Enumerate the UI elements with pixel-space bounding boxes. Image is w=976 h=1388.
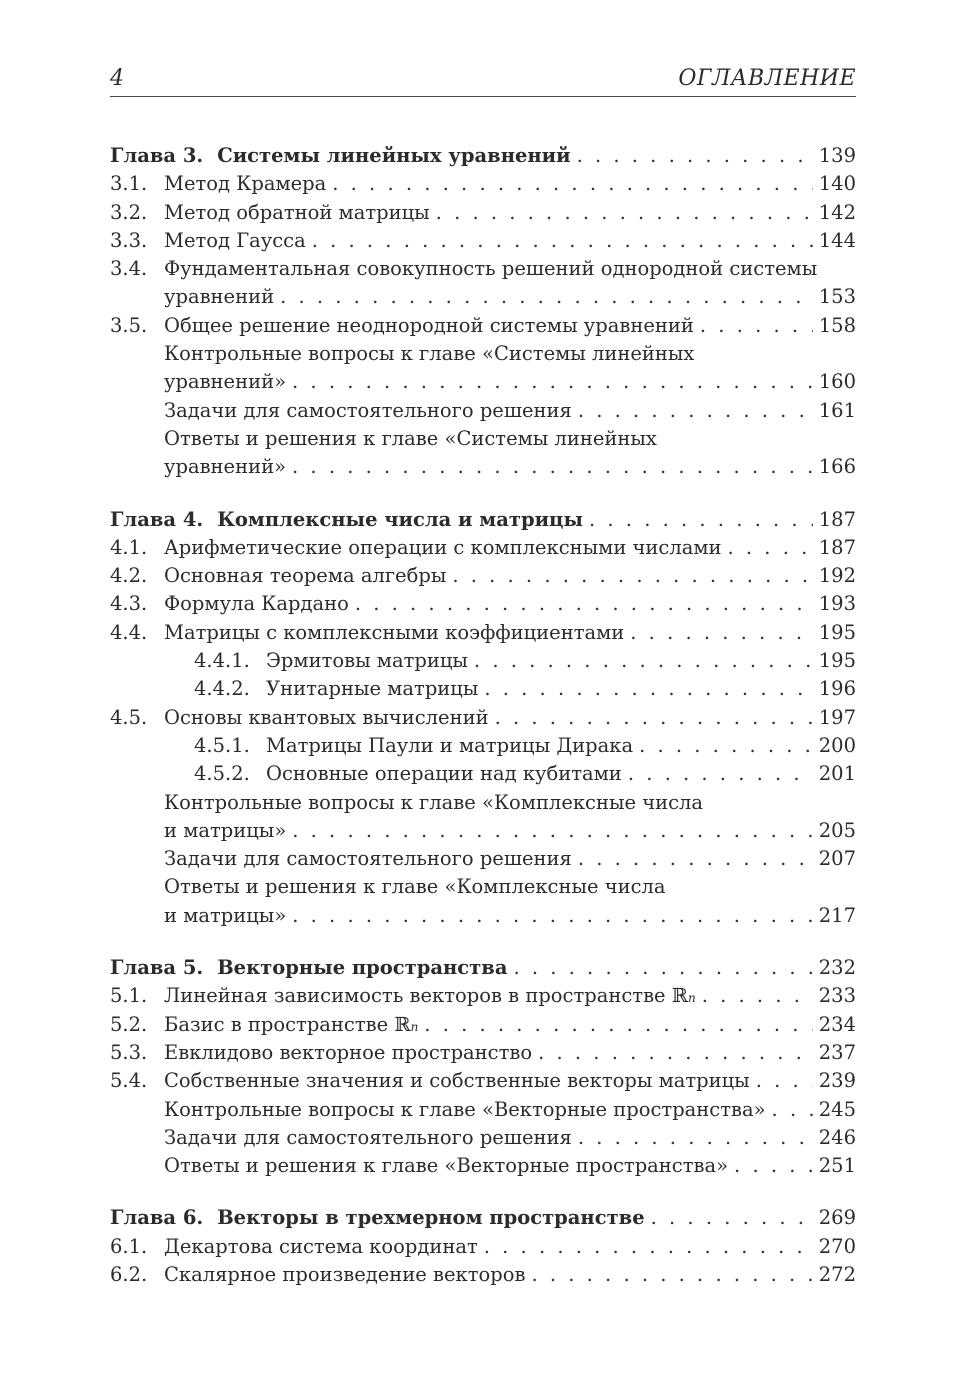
entry-title: Метод Крамера: [164, 172, 327, 196]
page-ref: 234: [818, 1012, 856, 1036]
entry-title: Матрицы Паули и матрицы Дирака: [266, 733, 634, 757]
chapter-title: Системы линейных уравнений: [217, 144, 571, 167]
running-title: ОГЛАВЛЕНИЕ: [678, 66, 856, 91]
page-ref: 193: [818, 592, 856, 616]
toc-chapter-entry[interactable]: [110, 506, 856, 534]
toc-subsection-entry[interactable]: [110, 732, 856, 760]
toc-section-entry[interactable]: [110, 1039, 856, 1067]
leader-dots: [577, 142, 813, 170]
toc-section-entry[interactable]: [110, 312, 856, 340]
toc-extra-entry[interactable]: [110, 873, 856, 901]
entry-title: Задачи для самостоятельного решения: [164, 1125, 572, 1149]
leader-dots: [630, 619, 812, 647]
page-ref: 166: [818, 455, 856, 479]
page-ref: 153: [818, 285, 856, 309]
toc-subsection-entry[interactable]: [110, 760, 856, 788]
entry-title: Ответы и решения к главе «Векторные пространства»: [164, 1154, 729, 1178]
entry-title: Матрицы с комплексными коэффициентами: [164, 620, 625, 644]
entry-title: Эрмитовы матрицы: [266, 649, 468, 673]
toc-section-entry[interactable]: [110, 170, 856, 198]
toc-section-entry[interactable]: [110, 562, 856, 590]
leader-dots: [292, 817, 813, 845]
section-number: 5.3.: [110, 1040, 148, 1064]
page-ref: 139: [818, 144, 856, 167]
page-ref: 217: [818, 903, 856, 927]
chapter-block: [110, 506, 856, 930]
leader-dots: [424, 1011, 812, 1039]
leader-dots: [578, 397, 813, 425]
page-ref: 251: [818, 1154, 856, 1178]
leader-dots: [702, 982, 813, 1010]
entry-title: Задачи для самостоятельного решения: [164, 847, 572, 871]
toc-entry-continuation[interactable]: [110, 902, 856, 930]
chapter-block: [110, 954, 856, 1180]
page-ref: 205: [818, 818, 856, 842]
page-ref: 187: [818, 535, 856, 559]
toc-section-entry[interactable]: [110, 590, 856, 618]
entry-title: Общее решение неоднородной системы уравнений: [164, 313, 694, 337]
toc-entry-continuation[interactable]: [110, 453, 856, 481]
leader-dots: [292, 902, 813, 930]
section-number: 4.1.: [110, 535, 148, 559]
toc-section-entry[interactable]: [110, 199, 856, 227]
entry-title-continuation: и матрицы»: [164, 818, 287, 842]
chapter-label: Глава 5.: [110, 956, 204, 980]
page-ref: 195: [818, 620, 856, 644]
toc-section-entry[interactable]: [110, 227, 856, 255]
section-number: 4.4.: [110, 620, 148, 644]
subsection-number: 4.4.1.: [194, 649, 250, 673]
section-number: 3.4.: [110, 257, 148, 281]
section-number: 4.3.: [110, 592, 148, 616]
leader-dots: [484, 1233, 813, 1261]
page-ref: 196: [818, 677, 856, 701]
section-number: 6.1.: [110, 1234, 148, 1258]
page-ref: 197: [818, 705, 856, 729]
entry-title: Контрольные вопросы к главе «Векторные пространства»: [164, 1097, 766, 1121]
leader-dots: [578, 845, 813, 873]
entry-title: Линейная зависимость векторов в пространстве ℝ: [164, 984, 688, 1008]
leader-dots: [452, 562, 812, 590]
section-number: 6.2.: [110, 1262, 148, 1286]
leader-dots: [628, 760, 813, 788]
leader-dots: [531, 1261, 812, 1289]
leader-dots: [578, 1124, 813, 1152]
toc-extra-entry[interactable]: [110, 425, 856, 453]
page-ref: 195: [818, 649, 856, 673]
leader-dots: [292, 368, 813, 396]
entry-title: Контрольные вопросы к главе «Комплексные числа: [164, 790, 704, 814]
entry-title: Метод Гаусса: [164, 228, 306, 252]
entry-title: Евклидово векторное пространство: [164, 1040, 533, 1064]
page-ref: 140: [818, 172, 856, 196]
toc-section-entry[interactable]: [110, 255, 856, 283]
leader-dots: [332, 170, 813, 198]
chapter-label: Глава 4.: [110, 507, 204, 531]
page-ref: 201: [818, 762, 856, 786]
toc-chapter-entry[interactable]: [110, 142, 856, 170]
entry-title: Ответы и решения к главе «Комплексные числа: [164, 875, 666, 899]
toc-chapter-entry[interactable]: [110, 954, 856, 982]
chapter-title: Комплексные числа и матрицы: [217, 507, 584, 531]
subsection-number: 4.5.2.: [194, 762, 250, 786]
toc-subsection-entry[interactable]: [110, 647, 856, 675]
leader-dots: [484, 675, 812, 703]
chapter-label: Глава 3.: [110, 144, 204, 167]
leader-dots: [513, 954, 812, 982]
leader-dots: [538, 1039, 813, 1067]
entry-title: Метод обратной матрицы: [164, 200, 430, 224]
toc-section-entry[interactable]: 5.1. Линейная зависимость векторов в пространстве ℝ n . . . 233: [110, 982, 856, 1010]
subsection-number: 4.4.2.: [194, 677, 250, 701]
leader-dots: [756, 1067, 813, 1095]
leader-dots: [495, 704, 813, 732]
entry-title: Ответы и решения к главе «Системы линейных: [164, 426, 657, 450]
page-ref: 270: [818, 1234, 856, 1258]
entry-title: Основы квантовых вычислений: [164, 705, 489, 729]
page-ref: 233: [818, 984, 856, 1008]
page-ref: 160: [818, 370, 856, 394]
section-number: 3.2.: [110, 200, 148, 224]
toc-entry-continuation[interactable]: [110, 283, 856, 311]
entry-title: Контрольные вопросы к главе «Системы линейных: [164, 342, 695, 366]
entry-title: Унитарные матрицы: [266, 677, 479, 701]
chapter-label: Глава 6.: [110, 1206, 204, 1230]
leader-dots: [772, 1096, 813, 1124]
toc-section-entry[interactable]: 5.2. Базис в пространстве ℝ n . . . 234: [110, 1011, 856, 1039]
entry-title-continuation: и матрицы»: [164, 903, 287, 927]
entry-title: Декартова система координат: [164, 1234, 478, 1258]
section-number: 5.1.: [110, 984, 148, 1008]
section-number: 3.3.: [110, 228, 148, 252]
page-ref: 161: [818, 398, 856, 422]
entry-title: Основные операции над кубитами: [266, 762, 622, 786]
chapter-title: Векторы в трехмерном пространстве: [217, 1206, 645, 1230]
toc-extra-entry[interactable]: [110, 397, 856, 425]
page-ref: 207: [818, 847, 856, 871]
page-ref: 142: [818, 200, 856, 224]
chapter-title: Векторные пространства: [217, 956, 508, 980]
toc-chapter-entry[interactable]: [110, 1204, 856, 1232]
table-of-contents: [110, 142, 856, 1313]
leader-dots: [280, 283, 813, 311]
page-header: [110, 62, 856, 97]
entry-title: Формула Кардано: [164, 592, 349, 616]
leader-dots: [312, 227, 813, 255]
page-ref: 237: [818, 1040, 856, 1064]
page-ref: 187: [818, 507, 856, 531]
leader-dots: [589, 506, 813, 534]
toc-extra-entry[interactable]: [110, 1096, 856, 1124]
leader-dots: [728, 534, 813, 562]
toc-extra-entry[interactable]: [110, 789, 856, 817]
page-ref: 269: [818, 1206, 856, 1230]
page-ref: 158: [818, 313, 856, 337]
toc-section-entry[interactable]: [110, 534, 856, 562]
toc-section-entry[interactable]: [110, 1233, 856, 1261]
section-number: 3.5.: [110, 313, 148, 337]
entry-title: Задачи для самостоятельного решения: [164, 398, 572, 422]
toc-section-entry[interactable]: [110, 1067, 856, 1095]
page-ref: 232: [818, 956, 856, 980]
toc-extra-entry[interactable]: [110, 1124, 856, 1152]
toc-section-entry[interactable]: [110, 1261, 856, 1289]
section-number: 4.5.: [110, 705, 148, 729]
toc-subsection-entry[interactable]: [110, 675, 856, 703]
page-ref: 192: [818, 564, 856, 588]
toc-extra-entry[interactable]: [110, 1152, 856, 1180]
page-number: 4: [110, 66, 124, 91]
page-ref: 272: [818, 1262, 856, 1286]
toc-extra-entry[interactable]: [110, 340, 856, 368]
entry-title: Базис в пространстве ℝ: [164, 1012, 411, 1036]
section-number: 4.2.: [110, 564, 148, 588]
leader-dots: [474, 647, 813, 675]
leader-dots: [639, 732, 813, 760]
toc-entry-continuation[interactable]: [110, 368, 856, 396]
entry-title-continuation: уравнений»: [164, 370, 287, 394]
leader-dots: [734, 1152, 813, 1180]
section-number: 3.1.: [110, 172, 148, 196]
entry-title: Фундаментальная совокупность решений однородной системы: [164, 257, 818, 281]
chapter-block: [110, 142, 856, 482]
page-ref: 144: [818, 228, 856, 252]
page-ref: 246: [818, 1125, 856, 1149]
toc-section-entry[interactable]: [110, 704, 856, 732]
entry-title-continuation: уравнений: [164, 285, 275, 309]
entry-title: Собственные значения и собственные векторы матрицы: [164, 1069, 750, 1093]
section-number: 5.4.: [110, 1069, 148, 1093]
chapter-block: [110, 1204, 856, 1289]
page-ref: 245: [818, 1097, 856, 1121]
leader-dots: [436, 199, 813, 227]
entry-title-continuation: уравнений»: [164, 455, 287, 479]
page-ref: 239: [818, 1069, 856, 1093]
entry-title: Основная теорема алгебры: [164, 564, 447, 588]
toc-entry-continuation[interactable]: [110, 817, 856, 845]
subsection-number: 4.5.1.: [194, 733, 250, 757]
entry-title: Арифметические операции с комплексными числами: [164, 535, 722, 559]
leader-dots: [292, 453, 813, 481]
page-ref: 200: [818, 733, 856, 757]
toc-extra-entry[interactable]: [110, 845, 856, 873]
leader-dots: [651, 1204, 813, 1232]
leader-dots: [355, 590, 813, 618]
section-number: 5.2.: [110, 1012, 148, 1036]
entry-title: Скалярное произведение векторов: [164, 1262, 526, 1286]
leader-dots: [700, 312, 813, 340]
toc-section-entry[interactable]: [110, 619, 856, 647]
